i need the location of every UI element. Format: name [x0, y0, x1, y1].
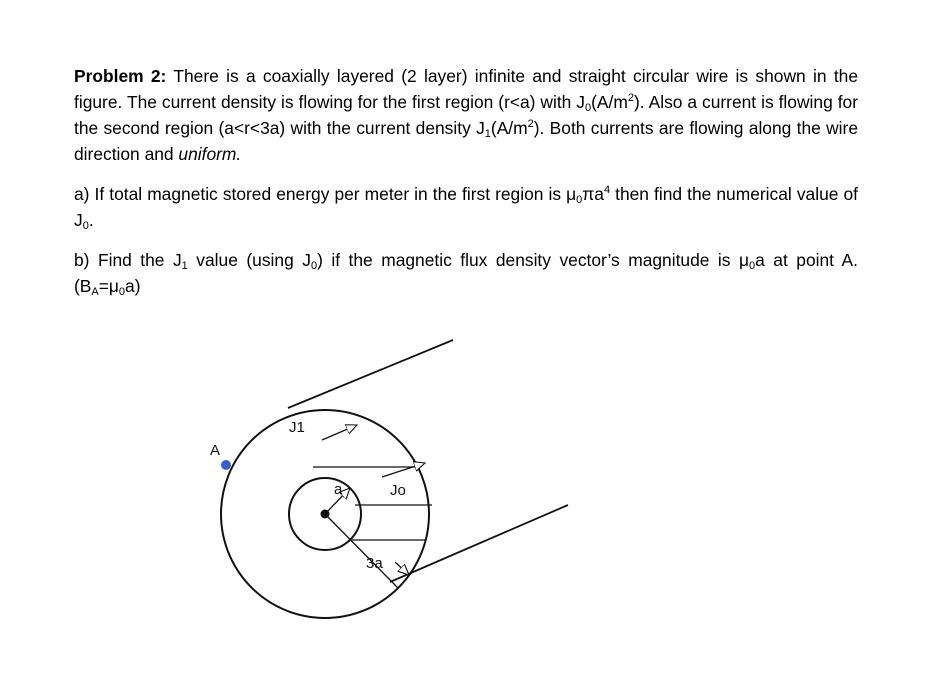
- part-b-sub2: 0: [310, 260, 318, 272]
- part-b-sub4: A: [91, 286, 99, 298]
- part-b-sub3: 0: [749, 260, 756, 272]
- label-j1: J1: [289, 419, 305, 436]
- intro-text-2: (A/m: [591, 92, 628, 112]
- subscript-1: 1: [484, 128, 491, 140]
- part-b-text-3: ) if the magnetic flux density vector’s magnitude is μ: [317, 250, 749, 270]
- part-b-sub5: 0: [118, 286, 126, 298]
- radius-3a-arrow: [395, 562, 409, 575]
- part-a-text-2: πa: [582, 184, 604, 204]
- radius-3a-line: [325, 514, 398, 588]
- point-a-marker: [221, 460, 231, 470]
- part-b-text-4: a at point A. (B: [74, 250, 858, 296]
- superscript-2: 2: [627, 92, 634, 104]
- part-b-text-5: =μ: [98, 276, 119, 296]
- problem-label: Problem 2:: [74, 66, 167, 86]
- intro-italic: uniform.: [178, 144, 242, 164]
- part-a-sub: 0: [576, 194, 583, 206]
- cylinder-top-edge: [288, 340, 453, 408]
- label-radius-3a: 3a: [366, 555, 383, 572]
- superscript-2b: 2: [527, 118, 534, 130]
- part-a-text-1: a) If total magnetic stored energy per meter in the first region is μ: [74, 184, 577, 204]
- part-a-sup: 4: [603, 184, 611, 196]
- intro-text-3: ). Also a current is flowing for the second region (a<r<3a) with the current density J: [74, 92, 858, 138]
- part-a-sub2: 0: [82, 220, 89, 232]
- cylinder-bottom-edge: [390, 505, 568, 582]
- subscript-0: 0: [585, 102, 592, 114]
- intro-text-1: There is a coaxially layered (2 layer) infinite and straight circular wire is shown in the figure. The current density is flowing for the first region (r<a) with J: [74, 66, 859, 112]
- label-j0: Jo: [390, 482, 406, 499]
- center-point: [321, 510, 330, 519]
- label-radius-a: a: [334, 481, 343, 498]
- part-b-sub1: 1: [181, 260, 188, 272]
- label-point-a: A: [210, 442, 221, 459]
- part-a-text-4: .: [88, 210, 94, 230]
- part-a-text-3: then find the numerical value of J: [74, 184, 858, 230]
- part-b-text-6: a): [125, 276, 141, 296]
- j1-direction-arrow: [322, 425, 357, 440]
- part-b-text-2: value (using J: [187, 250, 311, 270]
- intro-text-5: ). Both currents are flowing along the wire direction and: [74, 118, 858, 164]
- intro-text-4: (A/m: [490, 118, 528, 138]
- part-b-text-1: b) Find the J: [74, 250, 182, 270]
